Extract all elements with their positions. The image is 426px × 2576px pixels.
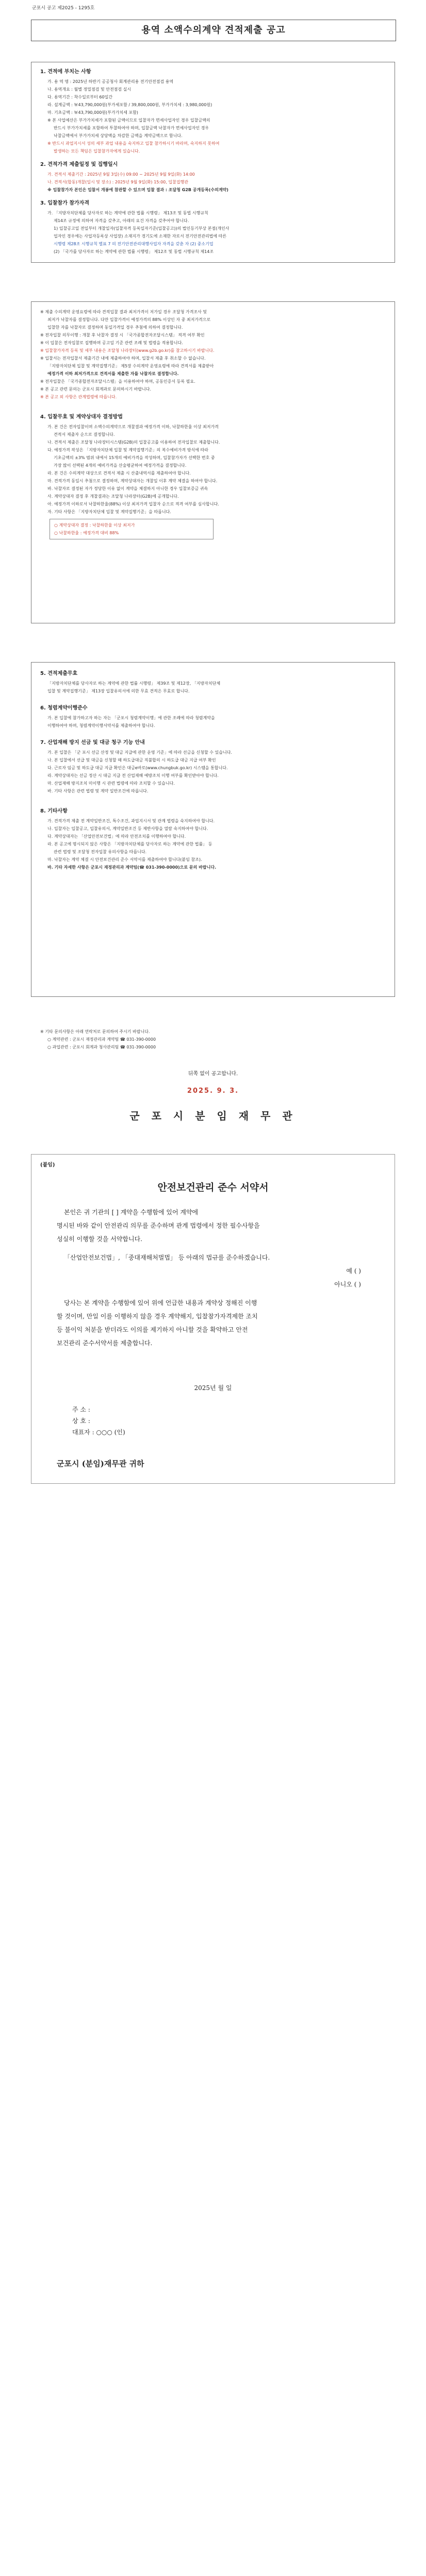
pledge-paragraph: 등 불이익 처분을 받더라도 이의를 제기하지 아니할 것을 확약하고 안전 [57, 1326, 248, 1333]
award-criteria-box [50, 519, 214, 539]
pledge-yes-option[interactable]: 예 ( ) [346, 1267, 361, 1275]
section-4-line: 가. 본 건은 전자입찰이며 소액수의계약으로 개찰결과 예정가격 이하, 낙찰하한율 이상 최저가격 [47, 425, 219, 429]
pledge-paragraph: 본인은 귀 기관의 [ ] 계약을 수행함에 있어 계약에 [64, 1209, 199, 1216]
section-7-line: 라. 계약상대자는 선금 정산 시 대금 지급 전 산업재해 예방조치 이행 여부를 확인받아야 합니다. [47, 773, 219, 778]
section-4-line: 아. 예정가격 이하로서 낙찰하한율(88%) 이상 최저가격 입찰자 순으로 적격 여부를 심사합니다. [47, 502, 219, 506]
pledge-title: 안전보건관리 준수 서약서 [157, 1182, 269, 1193]
section-5-line: 「지방자치단체를 당사자로 하는 계약에 관한 법률 시행령」 제39조 및 제12장, 「지방자치단체 [47, 681, 221, 686]
section-5 [40, 669, 389, 695]
closing-line: 뒤쪽 없이 공고합니다. [188, 1071, 238, 1077]
notice-line: ※ 이 입찰은 전자입찰로 집행하며 공고일 기준 관련 조례 및 법령을 적용합니다. [40, 341, 183, 345]
section-4-heading: 4. 입찰무효 및 계약상대자 결정방법 [40, 414, 123, 420]
pledge-paragraph: 성실히 이행할 것을 서약합니다. [57, 1235, 142, 1243]
section-4-line: 기초금액의 ±3% 범위 내에서 15개의 예비가격을 작성하며, 입찰참가자가 선택한 번호 중 [54, 455, 215, 460]
section-4-line: 바. 낙찰자로 결정된 자가 정당한 이유 없이 계약을 체결하지 아니한 경우 입찰보증금 귀속 [47, 486, 208, 491]
address-field[interactable]: 주 소 : [72, 1406, 90, 1413]
section-1-note: 발생하는 모든 책임은 입찰참가자에게 있습니다. [54, 149, 140, 154]
notice-line: ※ 본 공고 외 사항은 관계법령에 따릅니다. [40, 395, 117, 399]
pledge-no-option[interactable]: 아니오 ( ) [334, 1281, 361, 1288]
section-7-line: 가. 본 입찰은 「군 포시 선금 산정 및 대금 지급에 관한 운영 기준」에 따라 선금을 신청할 수 있습니다. [47, 750, 232, 755]
award-criteria-line: ○ 낙찰하한율 : 예정가격 대비 88% [54, 531, 119, 535]
pledge-paragraph: 명시된 바와 같이 안전관리 의무를 준수하며 관계 법령에서 정한 필수사항을 [57, 1222, 260, 1229]
section-4-line: 가장 많이 선택된 4개의 예비가격을 산술평균하여 예정가격을 결정합니다. [54, 463, 187, 468]
notice-line: ※ 제출 수의계약 운영요령에 따라 견적입찰 결과 최저가격이 저가일 경우 조달청 가격조사 및 [40, 310, 207, 314]
notice-line: ※ 입찰서는 전자입찰서 제출기간 내에 제출하여야 하며, 입찰서 제출 후 취소할 수 없습니다. [40, 356, 206, 361]
section-4-line: 견적서 제출자 순으로 결정합니다. [54, 432, 115, 437]
pledge-paragraph: 당사는 본 계약을 수행함에 있어 위에 언급한 내용과 계약상 정해진 이행 [64, 1299, 257, 1307]
pledge-label: (붙임) [40, 1162, 55, 1168]
contact-line: ○ 계약관련 : 군포시 재정관리과 계약팀 ☎ 031-390-0000 [47, 1037, 156, 1042]
section-8-line: 관련 법령 및 조달청 전자입찰 유의사항을 따릅니다. [54, 850, 147, 854]
section-3-line: 1) 입찰공고일 전일부터 개찰일자(입찰자격 등록일자기준(입찰공고))의 법인등기부상 본점(개인사 [54, 226, 230, 231]
announcement-date: 2025. 9. 3. [187, 1087, 239, 1095]
section-3-line: 시행령 제28조 시행규칙 별표 7 의 전기안전관리대행사업자 자격을 갖춘 자 (2) 중소기업 [54, 242, 214, 246]
section-7-line: 나. 본 입찰에서 선급 및 대금을 신청할 때 하도급대금 직불합의 시 하도급 대금 지급 여부 확인 [47, 758, 216, 762]
notice-line: 입찰한 자를 낙찰자로 결정하며 동일가격일 경우 추첨에 의하여 결정합니다. [47, 325, 183, 330]
section-1-line: 라. 설계금액 : ￦43,790,000원(부가세포함 / 39,800,000원, 부가가치세 : 3,980,000원) [47, 103, 212, 107]
award-criteria-line: ○ 계약상대자 결정 : 낙찰하한율 이상 최저가 [54, 523, 135, 528]
contact-line: ○ 과업관련 : 군포시 회계과 청사관리팀 ☎ 031-390-0000 [47, 1045, 156, 1049]
section-4 [40, 412, 389, 543]
representative-field[interactable]: 대표자 : ○○○ (인) [72, 1429, 125, 1436]
section-7-line: 마. 산업재해 방지조치 미이행 시 관련 법령에 따라 조치할 수 있습니다. [47, 781, 175, 786]
section-1-heading: 1. 견적에 부치는 사항 [40, 69, 91, 75]
section-1-line: 다. 용역기간 : 착수일로부터 60일간 [47, 95, 113, 99]
section-4-line: 라. 본 건은 수의계약 대상으로 견적서 제출 시 산출내역서를 제출하여야 합니다. [47, 471, 191, 476]
page-title: 용역 소액수의계약 견적제출 공고 [31, 20, 396, 41]
section-1-line: 나. 용역개요 : 월별 정밀점검 및 안전점검 실시 [47, 87, 132, 92]
section-7-line: 다. 근로자 임금 및 하도급 대금 지급 확인은 대금e바로(www.chungbuk.go.kr) 시스템을 통합니다. [47, 766, 228, 770]
section-3-line: 가. 「지방자치단체를 당사자로 하는 계약에 관한 법률 시행령」 제13조 및 동법 시행규칙 [47, 211, 208, 215]
section-8-line: 다. 계약상대자는 「산업안전보건법」에 따라 안전조치를 이행하여야 합니다. [47, 834, 186, 839]
section-8-line: 마. 낙찰자는 계약 체결 시 안전보건관리 준수 서약서를 제출하여야 합니다(붙임 참조). [47, 857, 202, 862]
section-2-heading: 2. 견적가격 제출일정 및 집행일시 [40, 162, 118, 167]
section-4-line: 나. 견적서 제출은 조달청 나라장터시스템(G2B)의 입찰공고를 이용하여 전자입찰로 제출합니다. [47, 440, 220, 445]
pledge-fields [72, 1404, 278, 1438]
section-3-heading: 3. 입찰참가 참가자격 [40, 200, 89, 206]
section-1-note: ※ 본 사업예산은 부가가치세가 포함된 금액이므로 입찰자가 면세사업자인 경우 입찰금액의 [47, 118, 210, 123]
section-1 [40, 67, 389, 155]
section-7 [40, 738, 389, 795]
section-4-line: 마. 견적가격 동일시 추첨으로 결정하며, 계약상대자는 개찰일 이후 계약 체결을 하여야 합니다. [47, 479, 218, 483]
section-8-line: 가. 견적가격 제출 전 계약일반조건, 특수조건, 과업지시서 및 관계 법령을 숙지하여야 합니다. [47, 819, 215, 823]
notice-line: ※ 입찰참가자격 등록 및 세부 내용은 조달청 나라장터(www.g2b.go.kr)를 참고하시기 바랍니다. [40, 348, 215, 353]
signer: 군 포 시 분 임 재 무 관 [129, 1110, 297, 1122]
notice-line: 예정가격 이하 최저가격으로 견적서를 제출한 자를 낙찰자로 결정합니다. [47, 371, 179, 376]
section-8 [40, 806, 389, 871]
section-1-line: 가. 용 역 명 : 2025년 하반기 공공청사 회계관리용 전기안전점검 용역 [47, 79, 174, 84]
section-1-note: ※ 반드시 과업지시서 성의 세부 과업 내용을 숙지하고 입찰 참가하시기 바라며, 숙지하지 못하여 [47, 141, 220, 146]
contact-line: ※ 기타 문의사항은 아래 연락처로 문의하여 주시기 바랍니다. [40, 1029, 150, 1034]
company-field[interactable]: 상 호 : [72, 1417, 90, 1425]
section-4-line: 다. 예정가격 작성은 「지방자치단체 입찰 및 계약집행기준」의 복수예비가격 방식에 따라 [47, 448, 208, 452]
section-1-note: 반드시 부가가치세를 포함하여 투찰하여야 하며, 입찰금액 낙찰자가 면세사업자인 경우 [54, 126, 209, 130]
pledge-paragraph: 「산업안전보건법」, 「중대재해처벌법」 등 아래의 법규를 준수하겠습니다. [64, 1254, 270, 1261]
section-8-line: 바. 기타 자세한 사항은 군포시 재정관리과 계약팀(☎ 031-390-0000)으로 문의 바랍니다. [47, 865, 217, 870]
section-2-line: 가. 견적서 제출기간 : 2025년 9월 3일(수) 09:00 ~ 2025년 9월 9일(화) 14:00 [47, 172, 195, 177]
pledge-paragraph: 보건관리 준수서약서를 제출합니다. [57, 1340, 153, 1347]
section-8-heading: 8. 기타사항 [40, 808, 68, 814]
notice-line: 「지방자치단체 입찰 및 계약집행기준」 제5장 수의계약 운영요령에 따라 견적서를 제출받아 [47, 364, 214, 368]
pledge-date[interactable]: 2025년 월 일 [194, 1384, 232, 1392]
section-3-line: 업자인 경우에는 사업자등록상 사업장) 소재지가 경기도에 소재한 자로서 전기안전관리법에 따른 [54, 234, 227, 239]
section-2-line: ※ 입찰참가자 본인은 입찰서 개봉에 참관할 수 있으며 입찰 결과 : 조달청 G2B 공개등록(수의계약) [47, 188, 228, 192]
section-7-heading: 7. 산업재해 방지 선금 및 대금 청구 기능 안내 [40, 740, 145, 745]
notice-line: ※ 전자입찰 의무이행 : 개찰 후 낙찰자 결정 시 「국가종합전자조달시스템」 적격 여부 확인 [40, 333, 205, 337]
section-6 [40, 703, 389, 730]
section-5-heading: 5. 견적제출무효 [40, 671, 78, 676]
section-8-line: 나. 입찰자는 입찰공고, 입찰유의서, 계약일반조건 등 제반사항을 열람 숙지하여야 합니다. [47, 826, 208, 831]
section-4-line: 자. 기타 사항은 「지방자치단체 입찰 및 계약집행기준」을 따릅니다. [47, 510, 171, 514]
contact-block [40, 1028, 389, 1051]
section-notes [40, 308, 389, 401]
pledge-paragraph: 할 것이며, 만일 이를 이행하지 않을 경우 계약해지, 입찰참가자격제한 조치 [57, 1313, 258, 1320]
section-5-line: 입찰 및 계약집행기준」 제13장 입찰유의서에 의한 무효 견적은 무효로 합니다. [47, 689, 190, 693]
section-8-line: 라. 본 공고에 명시되지 않은 사항은 「지방자치단체를 당사자로 하는 계약에 관한 법률」 등 [47, 842, 212, 846]
notice-line: ※ 전자입찰은 「국가종합전자조달시스템」을 이용하여야 하며, 공동인증서 등록 필요. [40, 379, 195, 384]
section-6-heading: 6. 청렴계약이행준수 [40, 705, 88, 711]
section-2-line: 나. 견적서(합동)개찰(일시 및 장소) : 2025년 9월 9일(화) 15:00, 입찰집행관 [47, 180, 189, 184]
pledge-body [57, 1206, 376, 1350]
section-2 [40, 160, 389, 194]
pledge-addressee: 군포시 (분임)재무관 귀하 [57, 1459, 144, 1468]
section-7-line: 바. 기타 사항은 관련 법령 및 계약 일반조건에 따릅니다. [47, 789, 149, 793]
notice-line: ※ 본 공고 관련 문의는 군포시 회계과로 문의하시기 바랍니다. [40, 387, 152, 392]
section-4-line: 사. 계약상대자 결정 후 개찰결과는 조달청 나라장터(G2B)에 공개합니다. [47, 494, 179, 499]
section-3 [40, 198, 389, 256]
section-1-line: 마. 기초금액 : ￦43,790,000원(부가가치세 포함) [47, 110, 138, 115]
notice-line: 최저가 낙찰자를 결정합니다. 다만 입찰가격이 예정가격의 88% 이상인 자 중 최저가격으로 [47, 317, 211, 322]
section-3-line: (2) 「국가를 당사자로 하는 계약에 관한 법률 시행령」 제12조 및 동법 시행규칙 제14조 [54, 249, 214, 254]
section-6-line: 가. 본 입찰에 참가하고자 하는 자는 「군포시 청렴계약이행」에 관한 조례에 따라 청렴계약을 [47, 716, 215, 720]
section-1-note: 낙찰금액에서 부가가치세 상당액을 차감한 금액을 계약금액으로 함니다. [54, 133, 183, 138]
section-6-line: 이행하여야 하며, 청렴계약이행서약서를 제출하여야 합니다. [47, 723, 155, 728]
announcement-number: 군포시 공고 제2025 - 1295호 [32, 6, 95, 11]
section-3-line: 제14조 규정에 의하여 자격을 갖추고, 아래의 요건 자격을 갖추어야 합니다. [54, 218, 189, 223]
